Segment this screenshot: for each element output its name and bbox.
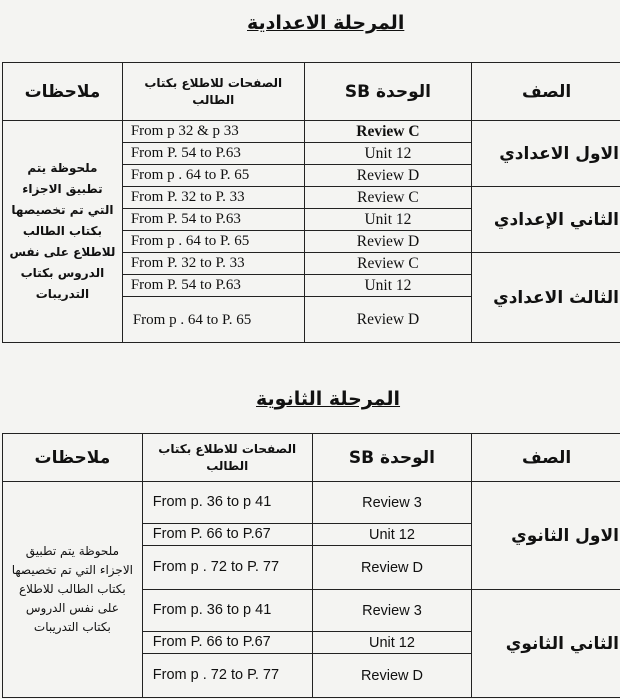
secondary-stage-title: المرحلة الثانوية [256,388,401,410]
pages-cell: From p . 64 to P. 65 [122,165,304,187]
grade-cell: الثاني الثانوي [472,590,620,698]
unit-cell: Review C [304,253,472,275]
pages-cell: From p 32 & p 33 [122,121,304,143]
prep-stage-table [2,62,620,343]
grade-cell: الثاني الإعدادي [472,187,620,253]
pages-header: الصفحات للاطلاع بكتاب الطالب [122,63,304,121]
unit-cell: Unit 12 [304,143,472,165]
pages-cell: From p . 64 to P. 65 [122,297,304,343]
unit-cell: Unit 12 [304,209,472,231]
unit-header: الوحدة SB [304,63,472,121]
notes-cell: ملحوظة يتم تطبيق الاجزاء التي تم تخصيصها بكتاب الطالب للاطلاع على نفس الدروس بكتاب التدريبات [3,121,123,343]
unit-cell: Unit 12 [312,524,472,546]
notes-header: ملاحظات [3,434,143,482]
unit-cell: Review D [304,297,472,343]
pages-header: الصفحات للاطلاع بكتاب الطالب [142,434,312,482]
unit-header: الوحدة SB [312,434,472,482]
grade-header: الصف [472,63,620,121]
grade-cell: الاول الاعدادي [472,121,620,187]
pages-cell: From P. 32 to P. 33 [122,253,304,275]
pages-cell: From p . 64 to P. 65 [122,231,304,253]
secondary-stage-table [2,433,620,698]
grade-cell: الاول الثانوي [472,482,620,590]
notes-header: ملاحظات [3,63,123,121]
pages-cell: From P. 32 to P. 33 [122,187,304,209]
pages-cell: From p. 36 to p 41 [142,482,312,524]
unit-cell: Review D [312,654,472,698]
pages-cell: From p. 36 to p 41 [142,590,312,632]
unit-cell: Review 3 [312,590,472,632]
pages-cell: From p . 72 to P. 77 [142,546,312,590]
unit-cell: Review D [304,165,472,187]
grade-header: الصف [472,434,620,482]
prep-stage-title: المرحلة الاعدادية [247,12,405,34]
pages-cell: From p . 72 to P. 77 [142,654,312,698]
unit-cell: Unit 12 [312,632,472,654]
pages-cell: From P. 54 to P.63 [122,143,304,165]
unit-cell: Review D [304,231,472,253]
unit-cell: Review D [312,546,472,590]
unit-cell: Review C [304,121,472,143]
unit-cell: Review 3 [312,482,472,524]
pages-cell: From P. 66 to P.67 [142,524,312,546]
pages-cell: From P. 54 to P.63 [122,209,304,231]
unit-cell: Review C [304,187,472,209]
notes-cell: ملحوظة يتم تطبيق الاجزاء التي تم تخصيصها بكتاب الطالب للاطلاع على نفس الدروس بكتاب التدريبات [3,482,143,698]
unit-cell: Unit 12 [304,275,472,297]
pages-cell: From P. 54 to P.63 [122,275,304,297]
grade-cell: الثالث الاعدادي [472,253,620,343]
pages-cell: From P. 66 to P.67 [142,632,312,654]
